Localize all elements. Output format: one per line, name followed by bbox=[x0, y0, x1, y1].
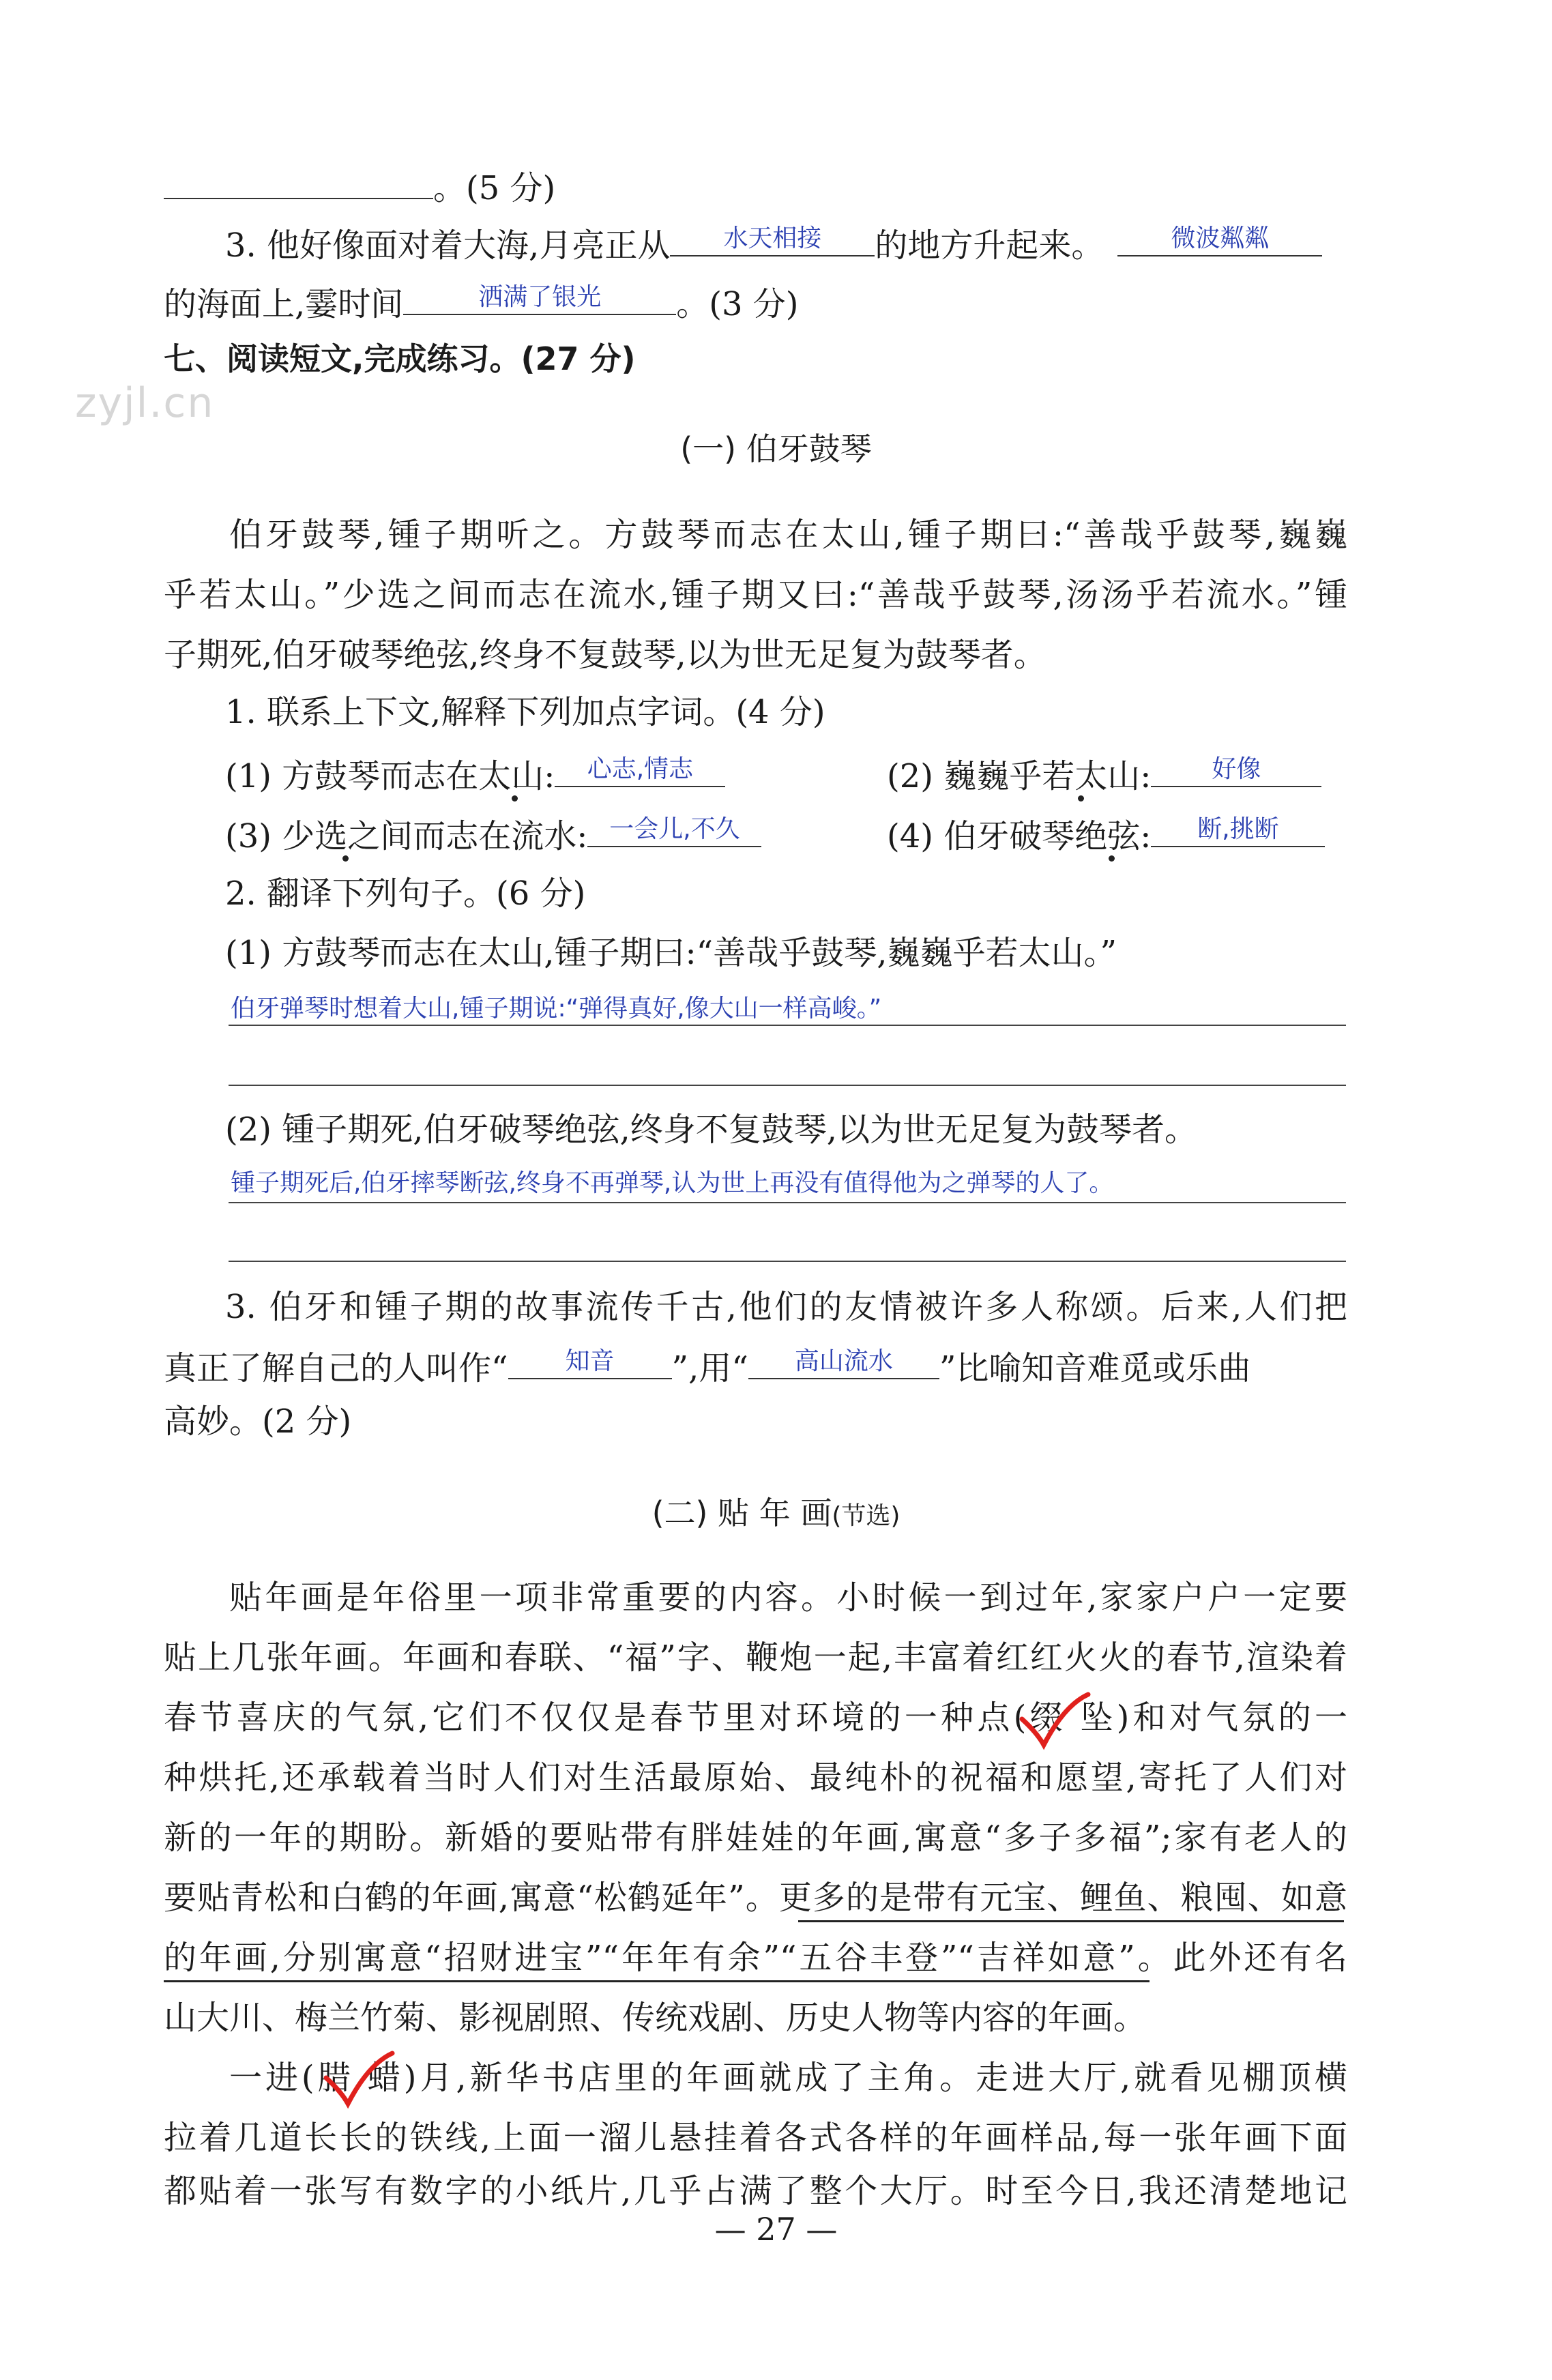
passage2-line: 贴年画是年俗里一项非常重要的内容。小时候一到过年,家家户户一定要 bbox=[229, 1578, 1347, 1617]
q2-sentence-1: (1) 方鼓琴而志在太山,锺子期曰:“善哉乎鼓琴,巍巍乎若太山。” bbox=[225, 934, 1117, 972]
section-title: 七、阅读短文,完成练习。(27 分) bbox=[164, 340, 636, 377]
passage2-line: 要贴青松和白鹤的年画,寓意“松鹤延年”。更多的是带有元宝、鲤鱼、粮囤、如意 bbox=[164, 1879, 1347, 1917]
q3-blank-3[interactable]: 洒满了银光 bbox=[403, 278, 676, 315]
q3-blank-1[interactable]: 水天相接 bbox=[670, 220, 875, 256]
q1-blank-2[interactable]: 好像 bbox=[1151, 750, 1321, 787]
passage2-line: 贴上几张年画。年画和春联、“福”字、鞭炮一起,丰富着红红火火的春节,渲染着 bbox=[164, 1639, 1347, 1677]
emphasis-dot bbox=[342, 855, 349, 862]
q3b-line3: 高妙。(2 分) bbox=[164, 1402, 352, 1441]
answer-rule[interactable] bbox=[229, 1261, 1346, 1262]
passage2-line: 一进(腊 蜡)月,新华书店里的年画就成了主角。走进大厅,就看见棚顶横 bbox=[229, 2059, 1347, 2097]
check-mark-icon bbox=[321, 2051, 396, 2112]
q2-sentence-2: (2) 锺子期死,伯牙破琴绝弦,终身不复鼓琴,以为世无足复为鼓琴者。 bbox=[225, 1111, 1198, 1149]
emphasis-dot bbox=[512, 795, 518, 802]
passage2-line: 的年画,分别寓意“招财进宝”“年年有余”“五谷丰登”“吉祥如意”。此外还有名 bbox=[164, 1939, 1347, 1977]
q3-blank-2[interactable]: 微波粼粼 bbox=[1117, 220, 1322, 256]
passage2-line: 拉着几道长长的铁线,上面一溜儿悬挂着各式各样的年画样品,每一张年画下面 bbox=[164, 2119, 1347, 2157]
q2-answer-2: 锺子期死后,伯牙摔琴断弦,终身不再弹琴,认为世上再没有值得他为之弹琴的人了。 bbox=[231, 1169, 1114, 1197]
q3b-blank-1[interactable]: 知音 bbox=[508, 1342, 672, 1379]
hand-underline bbox=[798, 1920, 1344, 1922]
passage2-line: 春节喜庆的气氛,它们不仅仅是春节里对环境的一种点(缀 坠)和对气氛的一 bbox=[164, 1699, 1347, 1737]
watermark: zyjl.cn bbox=[75, 379, 215, 427]
q1-blank-4[interactable]: 断,挑断 bbox=[1151, 810, 1325, 847]
passage1-line: 子期死,伯牙破琴绝弦,终身不复鼓琴,以为世无足复为鼓琴者。 bbox=[164, 636, 1046, 674]
q3b-line1: 3. 伯牙和锺子期的故事流传千古,他们的友情被许多人称颂。后来,人们把 bbox=[225, 1288, 1347, 1326]
q1-prompt: 1. 联系上下文,解释下列加点字词。(4 分) bbox=[225, 693, 825, 731]
passage1-line: 乎若太山。”少选之间而志在流水,锺子期又曰:“善哉乎鼓琴,汤汤乎若流水。”锺 bbox=[164, 576, 1347, 614]
passage2-line: 山大川、梅兰竹菊、影视剧照、传统戏剧、历史人物等内容的年画。 bbox=[164, 1999, 1147, 2037]
q3b-line2: 真正了解自己的人叫作“ 知音 ”,用“ 高山流水 ”比喻知音难觅或乐曲 bbox=[164, 1342, 1250, 1390]
passage1-title: (一) 伯牙鼓琴 bbox=[680, 430, 872, 467]
emphasis-dot bbox=[1109, 855, 1115, 862]
emphasis-dot bbox=[1078, 795, 1084, 802]
check-mark-icon bbox=[1016, 1692, 1092, 1753]
q1-item-1: (1) 方鼓琴而志在太山: 心志,情志 bbox=[225, 750, 725, 798]
q3-line2: 的海面上,霎时间 洒满了银光 。(3 分) bbox=[164, 278, 799, 326]
passage2-line: 都贴着一张写有数字的小纸片,几乎占满了整个大厅。时至今日,我还清楚地记 bbox=[164, 2172, 1347, 2210]
q2-prompt: 2. 翻译下列句子。(6 分) bbox=[225, 875, 586, 913]
answer-rule[interactable] bbox=[229, 1085, 1346, 1086]
q1-blank-3[interactable]: 一会儿,不久 bbox=[587, 810, 761, 847]
q1-item-2: (2) 巍巍乎若太山: 好像 bbox=[887, 750, 1321, 798]
answer-blank[interactable] bbox=[164, 162, 433, 199]
passage2-title: (二) 贴 年 画(节选) bbox=[651, 1495, 901, 1531]
q2-answer-1: 伯牙弹琴时想着大山,锺子期说:“弹得真好,像大山一样高峻。” bbox=[231, 995, 882, 1023]
q1-blank-1[interactable]: 心志,情志 bbox=[555, 750, 725, 787]
q1-item-3: (3) 少选之间而志在流水: 一会儿,不久 bbox=[225, 810, 761, 858]
q1-item-4: (4) 伯牙破琴绝弦: 断,挑断 bbox=[887, 810, 1325, 858]
q3-line1: 3. 他好像面对着大海,月亮正从 水天相接 的地方升起来。 微波粼粼 bbox=[225, 220, 1322, 267]
answer-rule[interactable] bbox=[229, 1202, 1346, 1203]
passage1-line: 伯牙鼓琴,锺子期听之。方鼓琴而志在太山,锺子期曰:“善哉乎鼓琴,巍巍 bbox=[229, 516, 1347, 554]
answer-rule[interactable] bbox=[229, 1025, 1346, 1026]
prev-answer-line: 。(5 分) bbox=[164, 162, 555, 210]
passage2-line: 新的一年的期盼。新婚的要贴带有胖娃娃的年画,寓意“多子多福”;家有老人的 bbox=[164, 1819, 1347, 1857]
q3b-blank-2[interactable]: 高山流水 bbox=[748, 1342, 939, 1379]
passage2-line: 种烘托,还承载着当时人们对生活最原始、最纯朴的祝福和愿望,寄托了人们对 bbox=[164, 1759, 1347, 1797]
page-number: — 27 — bbox=[714, 2211, 838, 2248]
hand-underline bbox=[164, 1980, 1150, 1982]
